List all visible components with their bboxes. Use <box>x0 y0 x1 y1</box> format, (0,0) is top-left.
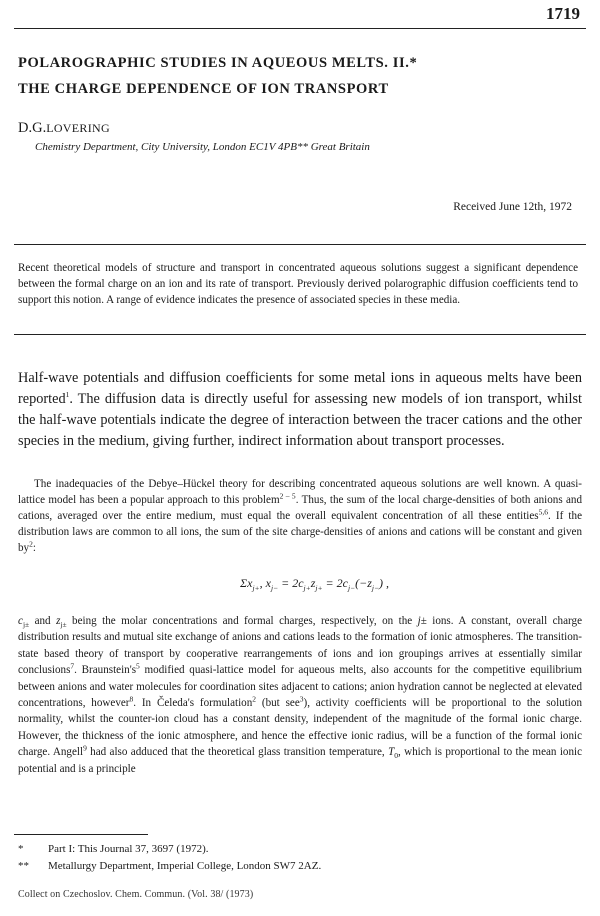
equation: $\Sigma x_{j+}$, $x_{j-} = 2c_{j+}z_{j+} = 2c_{j-}(-z_{j-})$ , <box>240 576 390 593</box>
body-paragraph-1: The inadequacies of the Debye–Hückel theory for describing concentrated aqueous solutions are well known. A quasi-lattice model has been a popular approach to this problem$^{2 - 5}$. Thus, the sum of the local charge-densities of both anions and cations, averaged over the entire medium, must equal the overall equivalent concentration of all these entities$^{5,6}$. If the distribution laws are common to all ions, the sum of the site charge-densities of anions and cations will be constant and given $by^2$: <box>18 478 583 554</box>
author-surname: LOVERING <box>46 121 110 135</box>
lead-paragraph: Half-wave potentials and diffusion coefficients for some metal ions in aqueous melts have been reported$^1$. The diffusion data is directly useful for assessing new models of ion transport, whilst the half-wave potentials indicate the degree of interaction between the tracer cations and the other species in the medium, giving further, indirect information about transport processes. <box>18 370 582 449</box>
author-name <box>18 120 110 137</box>
abstract-rule-bottom <box>14 334 586 335</box>
title-line-2: THE CHARGE DEPENDENCE OF ION TRANSPORT <box>18 81 389 97</box>
running-footer: Collect on Czechoslov. Chem. Commun. (Vol. 38/ (1973) <box>18 889 254 900</box>
page-number: 1719 <box>546 4 580 23</box>
body-paragraph-2: $c_{j\pm}$ and $z_{j\pm}$ being the molar concentrations and formal charges, respectively, on the j± ions. A constant, overall charge distribution results and mutual site exchange of anions and cations leads to the formation of ionic atmospheres. The transition-state based theory of transport by cooperative rearrangements of ions and ion groupings arrives at essentially similar conclusions$^7$. $Braunstein's^5$ modified quasi-lattice model for aqueous melts, also accounts for the competitive equilibrium between anions and water molecules for coordination sites adjacent to cations; anion hydration cannot be neglected at elevated concentrations, however$^8$. In Čeleda's formulation$^2$ (but see$^3$), activity coefficients will be proportional to the solution normality, whilst the counter-ion cloud has a constant density, independent of the magnitude of the formal ionic charge. However, the thickness of the ionic atmosphere, and hence the effective ionic radius, will be a function of the formal ionic charge. Angell$^9$ had also adduced that the theoretical glass transition temperature, $T_0$, which is proportional to the mean ionic potential and is a principle <box>18 615 582 775</box>
header-rule <box>14 28 586 29</box>
abstract-rule-top <box>14 244 586 245</box>
footnote-rule <box>14 834 148 835</box>
author-initials: D.G. <box>18 120 47 136</box>
title-line-1: POLAROGRAPHIC STUDIES IN AQUEOUS MELTS. II.* <box>18 55 418 71</box>
received-date: Received June 12th, 1972 <box>453 201 572 213</box>
ref-1: 1 <box>65 390 70 400</box>
article-title <box>18 50 417 102</box>
abstract: Recent theoretical models of structure and transport in concentrated aqueous solutions suggest a significant dependence between the formal charge on an ion and its rate of transport. Previously derived polarographic diffusion coefficients tend to support this notion. A range of evidence indicates the presence of associated species in these media. <box>18 262 578 306</box>
footnote-2: ** Metallurgy Department, Imperial College, London SW7 2AZ. <box>18 860 322 872</box>
footnote-1: * Part I: This Journal 37, 3697 (1972). <box>18 843 209 855</box>
author-affiliation: Chemistry Department, City University, London EC1V 4PB** Great Britain <box>35 141 370 153</box>
